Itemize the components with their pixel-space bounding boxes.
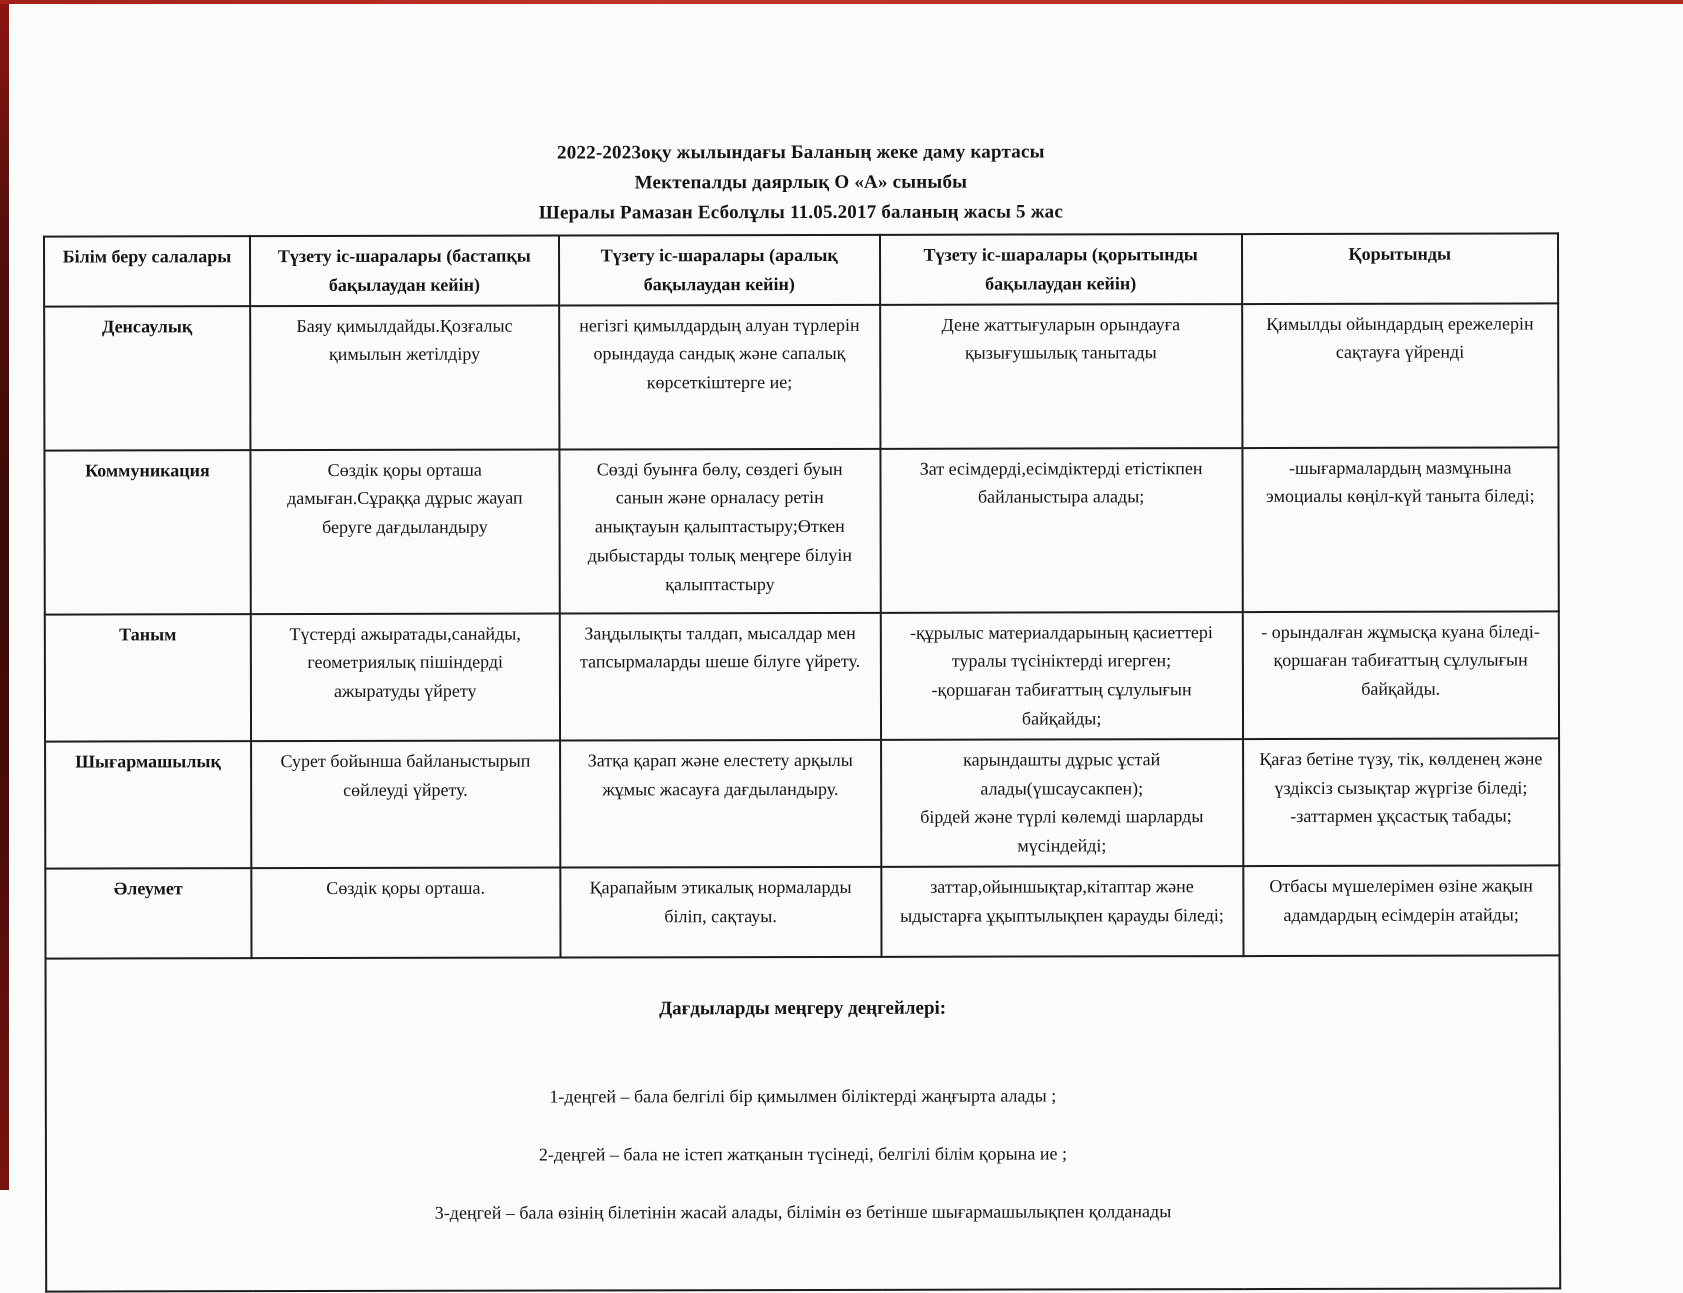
document-title-block [43, 136, 1559, 229]
cell-initial: Баяу қимылдайды.Қозғалыс қимылын жетілдіру [250, 305, 559, 450]
cell-area: Денсаулық [44, 306, 250, 450]
cell-area: Коммуникация [44, 450, 250, 614]
header-result: Қорытынды [1242, 233, 1559, 303]
skill-level-2: 2-деңгей – бала не істеп жатқанын түсінеді, белгілі білім қорына ие ; [538, 1143, 1068, 1165]
cell-interim: Заңдылықты талдап, мысалдар мен тапсырмаларды шеше білуге үйрету. [560, 612, 881, 740]
skill-level-3: 3-деңгей – бала өзінің білетінін жасай алады, білімін өз бетінше шығармашылықпен қолданады [434, 1200, 1172, 1223]
cell-initial: Сөздік қоры орташа дамыған.Сұраққа дұрыс жауап беруге дағдыландыру [250, 449, 559, 614]
skill-levels-cell [46, 955, 1561, 1292]
document-title-line-1: 2022-2023оқу жылындағы Баланың жеке даму картасы [556, 141, 1045, 164]
skill-levels-row [46, 955, 1561, 1292]
table-row [45, 611, 1559, 741]
skill-level-1: 1-деңгей – бала белгілі бір қимылмен біліктерді жаңғырта алады ; [549, 1085, 1057, 1107]
table-header-row [44, 233, 1558, 306]
header-correction-initial: Түзету іс-шаралары (бастапқы бақылаудан кейін) [250, 236, 559, 306]
cell-area: Таным [45, 614, 251, 742]
cell-initial: Сурет бойынша байланыстырып сөйлеуді үйрету. [251, 740, 560, 868]
cell-area: Әлеумет [45, 868, 251, 958]
cell-interim: негізгі қимылдардың алуан түрлерін орындауда сандық және сапалық көрсеткіштерге ие; [559, 304, 880, 449]
cell-result: - орындалған жұмысқа куана біледі-қоршаған табиғаттың сұлулығын байқайды. [1242, 611, 1559, 739]
cell-initial: Түстерді ажыратады,санайды, геометриялық пішіндерді ажыратуды үйрету [251, 613, 560, 741]
skill-levels-list [59, 1051, 1547, 1257]
header-correction-interim: Түзету іс-шаралары (аралық бақылаудан кейін) [559, 235, 880, 305]
development-map-table [43, 232, 1561, 1293]
cell-final: карындашты дұрыс ұстай алады(үшсаусакпен); бірдей және түрлі көлемді шарларды мүсіндейді; [881, 739, 1243, 867]
scan-left-edge-artifact [0, 0, 9, 1190]
cell-final: -құрылыс материалдарының қасиеттері туралы түсініктерді игерген; -қоршаған табиғаттың сұлулығын байқайды; [880, 612, 1242, 740]
table-row [45, 738, 1559, 868]
document-title-line-3: Шералы Рамазан Есболұлы 11.05.2017 баланың жасы 5 жас [538, 201, 1064, 224]
cell-interim: Қарапайым этикалық нормаларды біліп, сақтауы. [560, 867, 881, 958]
cell-result: Қимылды ойындардың ережелерін сақтауға үйренді [1242, 303, 1559, 448]
cell-interim: Затқа қарап және елестету арқылы жұмыс жасауға дағдыландыру. [560, 740, 881, 868]
cell-result: -шығармалардың мазмұнына эмоциалы көңіл-күй таныта біледі; [1242, 447, 1559, 612]
scanned-document [43, 136, 1561, 1293]
cell-final: Дене жаттығуларын орындауға қызығушылық танытады [880, 304, 1242, 449]
skill-levels-title: Дағдыларды меңгеру деңгейлері: [659, 997, 947, 1020]
table-row [45, 865, 1559, 958]
cell-interim: Сөзді буынға бөлу, сөздегі буын санын және орналасу ретін анықтауын қалыптастыру;Өткен дыбыстарды толық меңгере білуін қалыптастыру [559, 448, 880, 613]
table-row [44, 303, 1558, 450]
header-education-areas: Білім беру салалары [44, 236, 250, 306]
cell-result: Отбасы мүшелерімен өзіне жақын адамдардың есімдерін атайды; [1243, 865, 1560, 956]
scan-top-edge-artifact [0, 0, 1683, 4]
document-title-line-2: Мектепалды даярлық О «А» сыныбы [634, 171, 968, 194]
table-row [44, 447, 1558, 614]
cell-area: Шығармашылық [45, 741, 251, 869]
cell-result: Қағаз бетіне түзу, тік, көлденең және үздіксіз сызықтар жүргізе біледі; -заттармен ұқсастық табады; [1243, 738, 1560, 866]
cell-final: Зат есімдерді,есімдіктерді етістікпен байланыстыра алады; [880, 448, 1242, 613]
cell-initial: Сөздік қоры орташа. [251, 868, 560, 959]
header-correction-final: Түзету іс-шаралары (қорытынды бақылаудан кейін) [880, 234, 1242, 304]
cell-final: заттар,ойыншықтар,кітаптар және ыдыстарға ұқыптылықпен қарауды біледі; [881, 866, 1243, 957]
